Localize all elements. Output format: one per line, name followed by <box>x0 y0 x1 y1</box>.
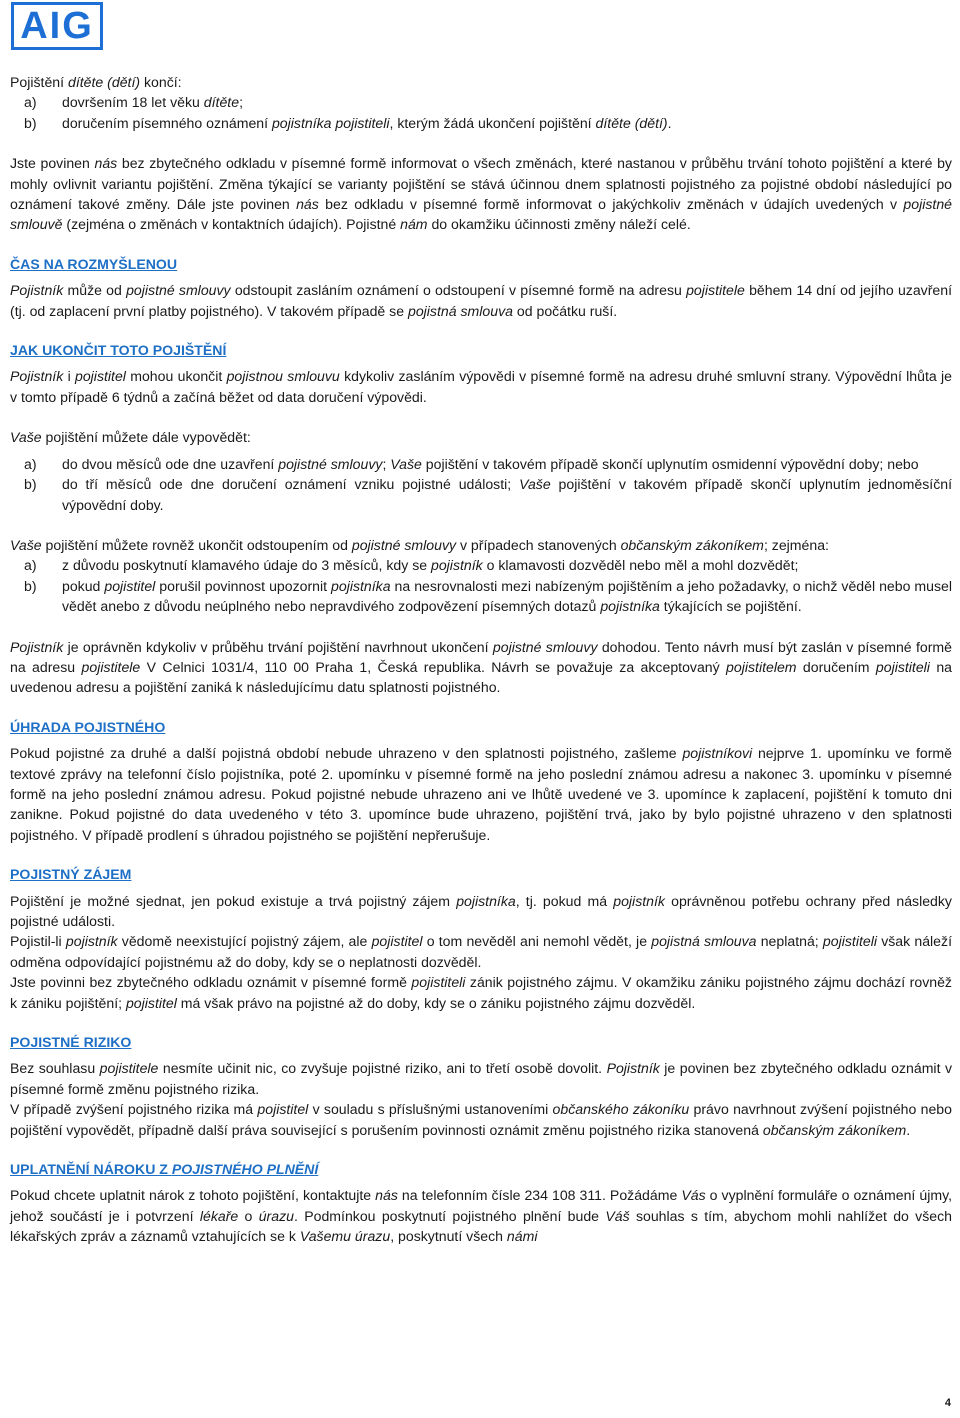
aig-logo <box>11 2 103 50</box>
list-item: a) z důvodu poskytnutí klamavého údaje do 3 měsíců, kdy se pojistník o klamavosti dozvěděl nebo měl a mohl dozvědět; <box>24 557 799 574</box>
termination-paragraph: Pojistník i pojistitel mohou ukončit pojistnou smlouvu kdykoliv zasláním výpovědi v písemné formě na adresu druhé smluvní strany. Výpovědní lhůta je v tomto případě 6 týdnů a začíná běžet od data doručení výpovědi. <box>10 368 953 405</box>
document-body <box>10 72 952 1247</box>
heading-claim: UPLATNĚNÍ NÁROKU Z POJISTNÉHO PLNĚNÍ <box>10 1161 319 1178</box>
cooling-off-paragraph: Pojistník může od pojistné smlouvy odstoupit zasláním oznámení o odstoupení v písemné formě na adresu pojistitele během 14 dní od jejího uzavření (tj. od zaplacení první platby pojistného). V takovém případě se pojistná smlouva od počátku ruší. <box>10 282 952 319</box>
aig-logo-text: AIG <box>20 5 94 47</box>
list-item: a) do dvou měsíců ode dne uzavření pojistné smlouvy; Vaše pojištění v takovém případě skončí uplynutím osmidenní výpovědní doby; nebo <box>24 455 919 472</box>
mutual-termination-paragraph: Pojistník je oprávněn kdykoliv v průběhu trvání pojištění navrhnout ukončení pojistné smlouvy dohodou. Tento návrh musí být zaslán v písemné formě na adresu pojistitele V Celnici 1031/4, 110 00 Praha 1, Česká republika. Návrh se považuje za akceptovaný pojistitelem doručením pojistiteli na uvedenou adresu a pojištění zaniká k následujícímu datu splatnosti pojistného. <box>10 638 953 696</box>
insured-risk-paragraph-2: V případě zvýšení pojistného rizika má pojistitel v souladu s příslušnými ustanoveními občanského zákoníku právo navrhnout zvýšení pojistného nebo pojištění vypovědět, případně další práva související s porušením povinnosti oznámit změnu pojistného rizika stanovená občanským zákoníkem. <box>10 1101 952 1138</box>
claim-paragraph: Pokud chcete uplatnit nárok z tohoto pojištění, kontaktujte nás na telefonním čísle 234 108 311. Požádáme Vás o vyplnění formuláře o oznámení újmy, jehož součástí je i potvrzení lékaře o úrazu. Podmínkou poskytnutí pojistného plnění bude Váš souhlas s tím, abychom mohli nahlížet do všech lékařských zpráv a záznamů vztahujících se k Vašemu úrazu, poskytnutí všech námi <box>10 1187 953 1245</box>
heading-cooling-off: ČAS NA ROZMYŠLENOU <box>10 255 178 272</box>
heading-termination: JAK UKONČIT TOTO POJIŠTĚNÍ <box>10 342 227 359</box>
withdrawal-paragraph: Vaše pojištění můžete rovněž ukončit odstoupením od pojistné smlouvy v případech stanovených občanským zákoníkem; zejména: <box>10 536 829 553</box>
change-notification-paragraph: Jste povinen nás bez zbytečného odkladu v písemné formě informovat o všech změnách, které nastanou v průběhu trvání tohoto pojištění a které by mohly ovlivnit variantu pojištění. Změna týkající se varianty pojištění se stává účinnou dnem splatnosti pojistného za pojistné období následující po oznámení takové změny. Dále jste povinen nás bez odkladu v písemné formě informovat o jakýchkoliv změnách v údajích uvedených v pojistné smlouvě (zejména o změnách v kontaktních údajích). Pojistné nám do okamžiku účinnosti změny náleží celé. <box>10 155 952 233</box>
page-number: 4 <box>944 1397 951 1409</box>
heading-premium-payment: ÚHRADA POJISTNÉHO <box>10 718 166 735</box>
premium-payment-paragraph: Pokud pojistné za druhé a další pojistná období nebude uhrazeno v den splatnosti pojistného, zašleme pojistníkovi nejprve 1. upomínku ve formě textové zprávy na telefonní číslo pojistníka, poté 2. upomínku v písemné formě na jeho poslední známou adresu a nakonec 3. upomínku v písemné formě na jeho poslední známou adresu. Pokud pojistné nebude uhrazeno ani ve lhůtě uvedené ve 3. upomínce k zaplacení, pojištění k tomuto dni zanikne. Pokud pojistné do data uvedeného v této 3. upomínce bude uhrazeno, pojištění trvá, jako by bylo pojistné uhrazeno v den splatnosti pojistného. V případě prodlení s úhradou pojistného se pojištění nepřerušuje. <box>10 745 952 843</box>
insured-risk-paragraph-1: Bez souhlasu pojistitele nesmíte učinit nic, co zvyšuje pojistné riziko, ani to třetí osobě dovolit. Pojistník je povinen bez zbytečného odkladu oznámit v písemné formě změnu pojistného rizika. <box>10 1060 952 1097</box>
insurable-interest-paragraph-3: Jste povinni bez zbytečného odkladu oznámit v písemné formě pojistiteli zánik pojistného zájmu. V okamžiku zániku pojistného zájmu dochází rovněž k zániku pojištění; pojistitel má však právo na pojistné až do doby, kdy se o zániku pojistného zájmu dozvěděl. <box>10 974 952 1011</box>
end-of-child-insurance-intro: Pojištění dítěte (dětí) končí: <box>10 74 182 90</box>
list-item: a) dovršením 18 let věku dítěte; <box>24 94 243 111</box>
insurable-interest-paragraph-2: Pojistil-li pojistník vědomě neexistující pojistný zájem, ale pojistitel o tom nevěděl ani nemohl vědět, je pojistná smlouva neplatná; pojistiteli však náleží odměna odpovídající pojistnému až do doby, kdy se o neplatnosti dozvěděl. <box>10 933 952 970</box>
insurable-interest-paragraph-1: Pojištění je možné sjednat, jen pokud existuje a trvá pojistný zájem pojistníka, tj. pokud má pojistník oprávněnou potřebu ochrany před následky pojistné události. <box>10 892 952 929</box>
list-item: b) do tří měsíců ode dne doručení oznámení vzniku pojistné události; Vaše pojištění v takovém případě skončí uplynutím jednoměsíční výpovědní doby. <box>24 476 952 513</box>
termination-options-intro: Vaše pojištění můžete dále vypovědět: <box>10 429 251 446</box>
heading-insured-risk: POJISTNÉ RIZIKO <box>10 1034 132 1051</box>
heading-insurable-interest: POJISTNÝ ZÁJEM <box>10 866 132 883</box>
list-item: b) pokud pojistitel porušil povinnost upozornit pojistníka na nesrovnalosti mezi nabízeným pojištěním a jeho požadavky, o nichž věděl nebo musel vědět anebo z důvodu neúplného nebo nepravdivého zodpovězení písemných dotazů pojistníka týkajících se pojištění. <box>24 577 952 615</box>
list-item: b) doručením písemného oznámení pojistníka pojistiteli, kterým žádá ukončení pojištění dítěte (dětí). <box>24 114 672 131</box>
